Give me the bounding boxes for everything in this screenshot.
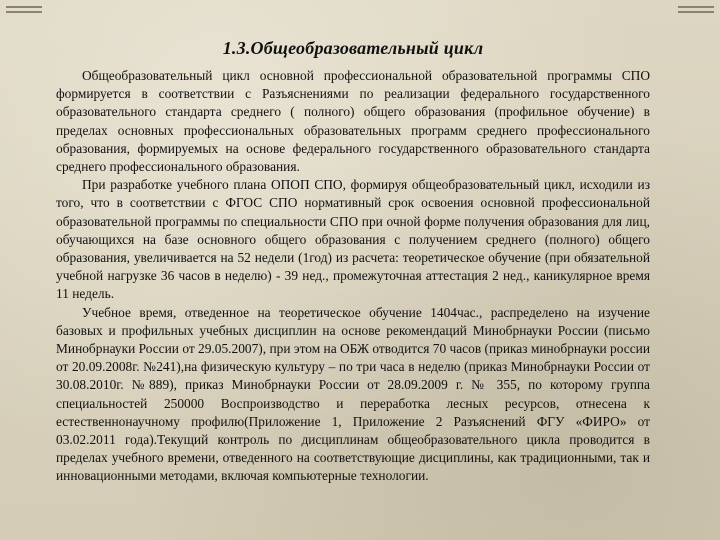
paragraph-3: Учебное время, отведенное на теоретическое обучение 1404час., распределено на изучение базовых и профильных учебных дисциплин на основе рекомендаций Минобрнауки России (письмо Минобрнауки России от 29.05.2007), при этом на ОБЖ отводится 70 часов (приказ минобрнауки россии от 20.09.2008г. №241),на физическую культуру – по три часа в неделю (приказ Минобрнауки России от 30.08.2010г. №889), приказ Минобрнауки России от 28.09.2009 г. № 355, по которому группа специальностей 250000 Воспроизводство и переработка лесных ресурсов, отнесена к естественнонаучному профилю(Приложение 1, Приложение 2 Разъяснений ФГУ «ФИРО» от 03.02.2011 года).Текущий контроль по дисциплинам общеобразовательного цикла проводится в пределах учебного времени, отведенного на соответствующие дисциплины, как традиционными, так и инновационными методами, включая компьютерные технологии. xyxy=(56,304,650,484)
slide-content xyxy=(56,38,650,486)
slide-title: 1.3.Общеобразовательный цикл xyxy=(222,38,484,58)
paragraph-1: Общеобразовательный цикл основной профессиональной образовательной программы СПО формируется в соответствии с Разъяснениями по реализации федерального государственного образовательного стандарта среднего ( полного) общего образования (профильное обучение) в пределах основных профессиональных образовательных программ среднего профессионального образования, формируемых на основе федерального государственного образовательного стандарта среднего профессионального образования. xyxy=(56,68,650,175)
paragraph-2: При разработке учебного плана ОПОП СПО, формируя общеобразовательный цикл, исходили из того, что в соответствии с ФГОС СПО нормативный срок освоения основной профессиональной образовательной программы по специальности СПО при очной форме получения образования для лиц, обучающихся на базе основного общего образования с получением среднего (полного) общего образования, увеличивается на 52 недели (1год) из расчета: теоретическое обучение (при обязательной учебной нагрузке 36 часов в неделю) - 39 нед., промежуточная аттестация 2 нед., каникулярное время 11 недель. xyxy=(56,177,650,302)
corner-decoration-left xyxy=(6,6,42,13)
corner-decoration-right xyxy=(678,6,714,13)
